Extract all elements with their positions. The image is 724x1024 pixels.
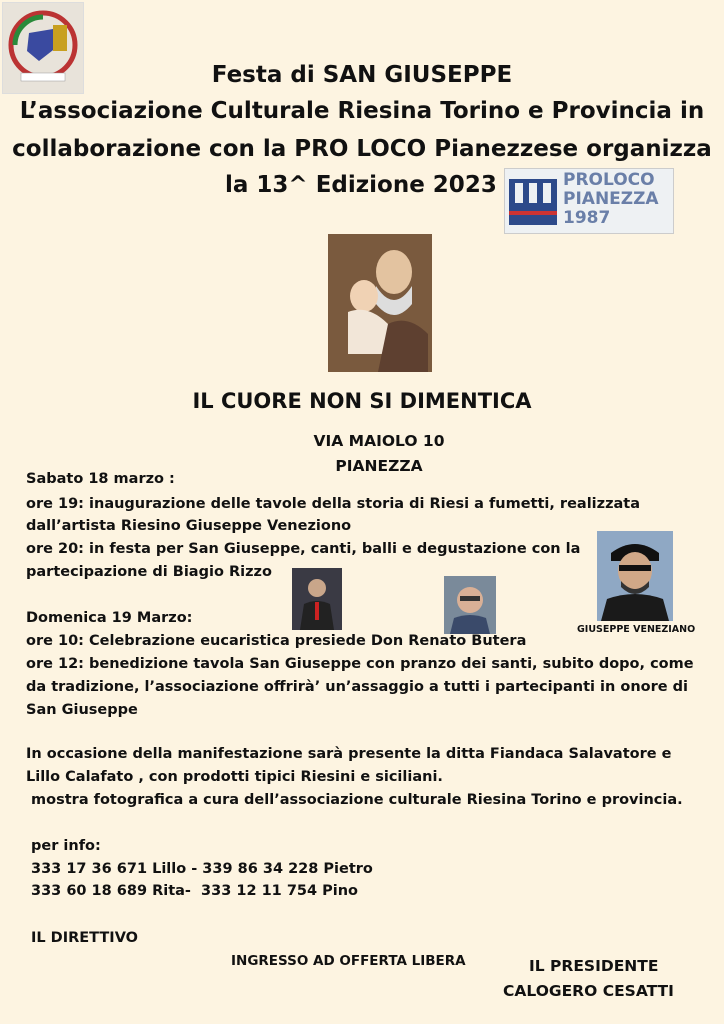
event-title: Festa di SAN GIUSEPPE (211, 62, 513, 88)
proloco-text-1: PROLOCO (563, 170, 655, 190)
note-line: mostra fotografica a cura dell’associazione culturale Riesina Torino e provincia. (26, 792, 683, 808)
giuseppe-veneziano-photo (597, 531, 673, 621)
phone-line: 333 60 18 689 Rita- 333 12 11 754 Pino (31, 883, 359, 899)
address-street: VIA MAIOLO 10 (313, 432, 445, 450)
saturday-line: ore 19: inaugurazione delle tavole della storia di Riesi a fumetti, realizzata (26, 496, 641, 512)
saturday-line: partecipazione di Biagio Rizzo (26, 564, 272, 580)
sunday-line: ore 10: Celebrazione eucaristica presiede Don Renato Butera (26, 633, 527, 649)
photo-caption: GIUSEPPE VENEZIANO (577, 624, 696, 635)
edition-line: la 13^ Edizione 2023 (225, 172, 497, 198)
note-line: In occasione della manifestazione sarà presente la ditta Fiandaca Salavatore e (26, 746, 672, 762)
ingresso-label: INGRESSO AD OFFERTA LIBERA (231, 953, 466, 969)
person-photo-icon (292, 568, 342, 630)
person-photo-icon (597, 531, 673, 621)
info-heading: per info: (31, 838, 101, 854)
sunday-line: ore 12: benedizione tavola San Giuseppe con pranzo dei santi, subito dopo, come (26, 656, 694, 672)
sunday-heading: Domenica 19 Marzo: (26, 610, 193, 626)
sunday-line: da tradizione, l’associazione offrirà’ un’assaggio a tutti i partecipanti in onore di (26, 679, 689, 695)
address-city: PIANEZZA (335, 457, 423, 475)
presidente-name: CALOGERO CESATTI (503, 982, 674, 1000)
renato-butera-photo (444, 576, 496, 634)
proloco-text-2: PIANEZZA (563, 189, 659, 209)
proloco-year: 1987 (563, 208, 611, 228)
biagio-rizzo-photo (292, 568, 342, 630)
proloco-logo (504, 168, 674, 234)
header-line-2: L’associazione Culturale Riesina Torino e Provincia in (19, 98, 705, 124)
saturday-line: ore 20: in festa per San Giuseppe, canti, balli e degustazione con la (26, 541, 581, 557)
presidente-title: IL PRESIDENTE (529, 957, 659, 975)
note-line: Lillo Calafato , con prodotti tipici Riesini e siciliani. (26, 769, 443, 785)
direttivo-label: IL DIRETTIVO (31, 930, 138, 946)
phone-line: 333 17 36 671 Lillo - 339 86 34 228 Pietro (31, 861, 373, 877)
person-photo-icon (444, 576, 496, 634)
castle-icon (507, 173, 559, 229)
header-line-3: collaborazione con la PRO LOCO Pianezzese organizza (12, 136, 712, 162)
san-giuseppe-image (328, 234, 432, 372)
saturday-line: dall’artista Riesino Giuseppe Veneziono (26, 518, 352, 534)
slogan: IL CUORE NON SI DIMENTICA (192, 389, 532, 413)
sunday-line: San Giuseppe (26, 702, 138, 718)
saturday-heading: Sabato 18 marzo : (26, 471, 175, 487)
saint-picture-icon (328, 234, 432, 372)
